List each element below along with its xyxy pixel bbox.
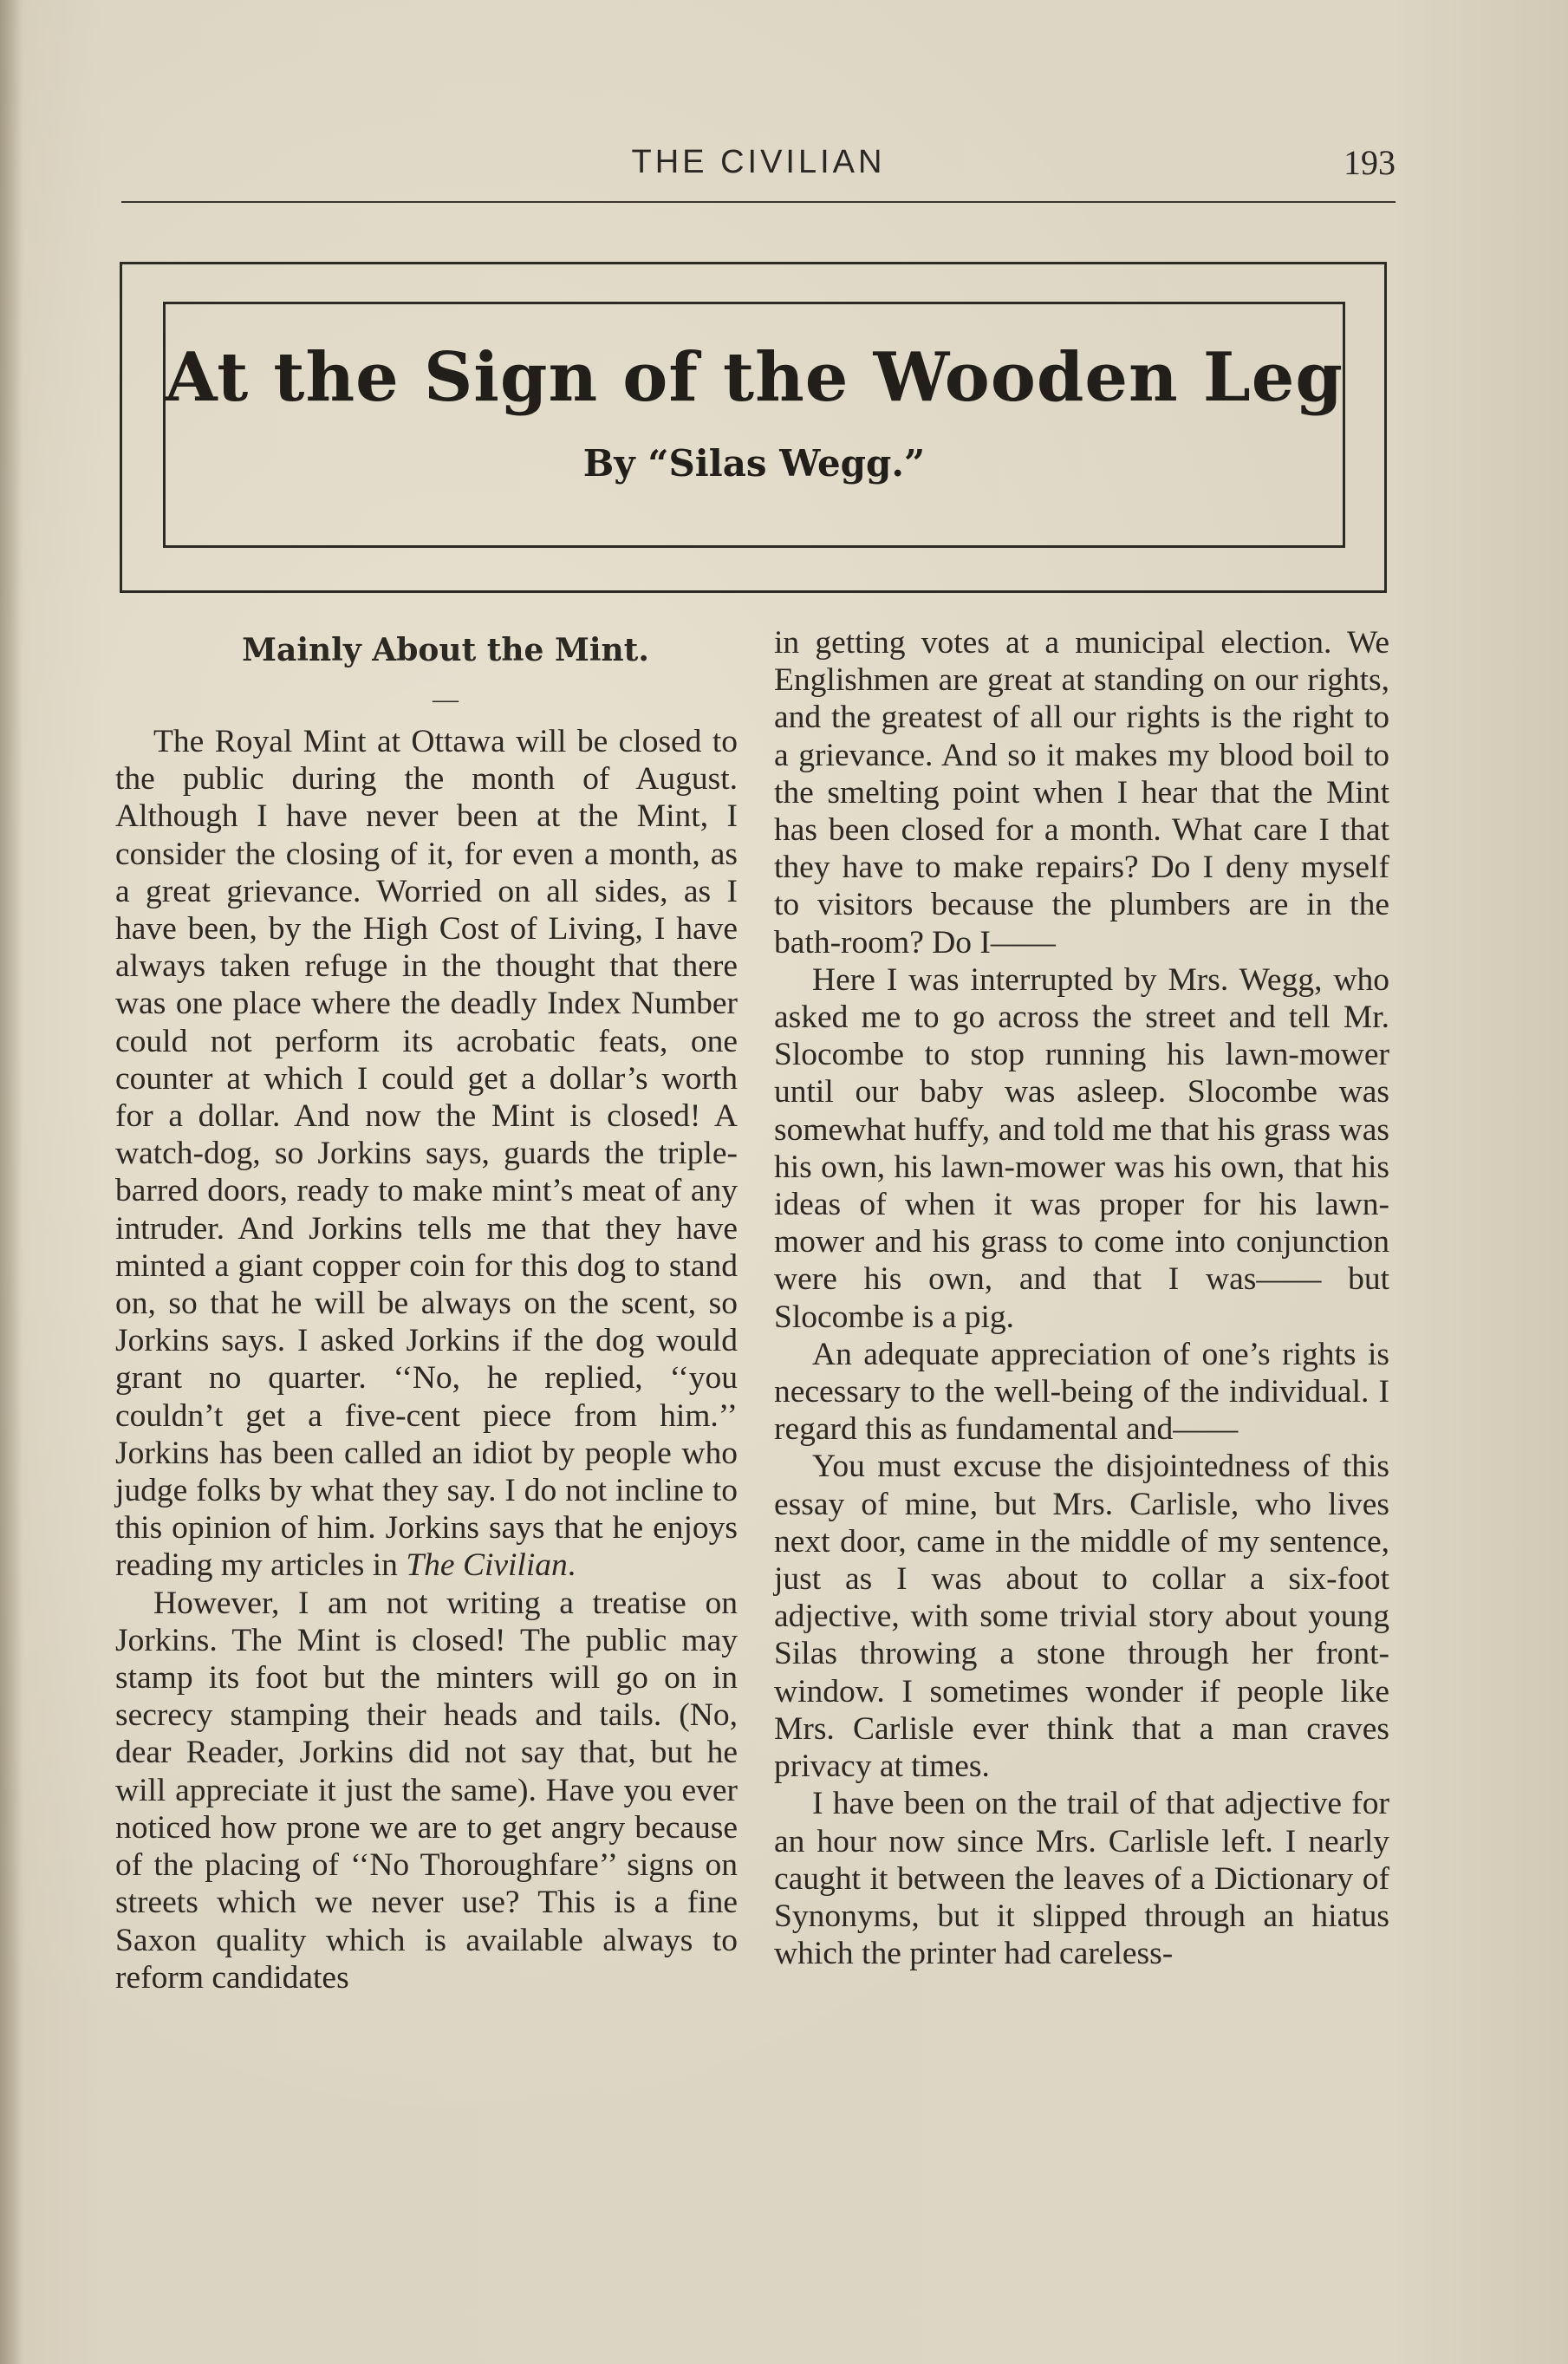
left-column (115, 624, 738, 1996)
paragraph: However, I am not writing a treatise on Jorkins. The Mint is closed! The public may stamp its foot but the minters will go on in secrecy stamping their heads and tails. (No, dear Reader, Jorkins did not say that, but he will appreciate it just the same). Have you ever noticed how prone we are to get angry because of the placing of ‘‘No Thoroughfare’’ signs on streets which we never use? This is a fine Saxon quality which is available always to reform candidates (115, 1585, 738, 1996)
binding-shadow (0, 0, 23, 2364)
header-rule (121, 201, 1396, 203)
magazine-title: THE CIVILIAN (631, 144, 886, 180)
paragraph: You must excuse the disjointedness of this essay of mine, but Mrs. Carlisle, who lives next door, came in the middle of my sentence, just as I was about to collar a six-foot adjective, with some trivial story about young Silas throwing a stone through her front-window. I sometimes wonder if people like Mrs. Carlisle ever think that a man craves privacy at times. (774, 1449, 1389, 1785)
paragraph: I have been on the trail of that adjective for an hour now since Mrs. Carlisle left. I nearly caught it between the leaves of a Dictionary of Synonyms, but it slipped through an hiatus which the printer had careless- (774, 1786, 1389, 1972)
section-heading: Mainly About the Mint. (242, 632, 649, 668)
paragraph-text: The Royal Mint at Ottawa will be closed to the public during the month of August. Although I have never been at the Mint, I consider the closing of it, for even a month, as a great grievance. Worried on all sides, as I have been, by the High Cost of Living, I have always taken refuge in the thought that there was one place where the deadly Index Number could not perform its acrobatic feats, one counter at which I could get a dollar’s worth for a dollar. And now the Mint is closed! A watch-dog, so Jorkins says, guards the triple-barred doors, ready to make mint’s meat of any intruder. And Jorkins tells me that they have minted a giant copper coin for this dog to stand on, so that he will be always on the scent, so Jorkins says. I asked Jorkins if the dog would grant no quarter. ‘‘No, he replied, ‘‘you couldn’t get a five-cent piece from him.’’ Jorkins has been called an idiot by people who judge folks by what they say. I do not incline to this opinion of him. Jorkins says that he enjoys reading my articles in (115, 724, 738, 1584)
paragraph: Here I was interrupted by Mrs. Wegg, who asked me to go across the street and tell Mr. Slocombe to stop running his lawn-mower until our baby was asleep. Slocombe was somewhat huffy, and told me that his grass was his own, his lawn-mower was his own, that his ideas of when it was proper for his lawn-mower and his grass to come into conjunction were his own, and that I was—— but Slocombe is a pig. (774, 961, 1389, 1335)
article-byline: By “Silas Wegg.” (582, 442, 926, 485)
paragraph: An adequate appreciation of one’s rights is necessary to the well-being of the individual. I regard this as fundamental and—— (774, 1336, 1389, 1448)
magazine-reference: The Civilian (406, 1547, 568, 1584)
article-title: At the Sign of the Wooden Leg (165, 338, 1344, 417)
page-number: 193 (1344, 143, 1396, 182)
paragraph (115, 723, 738, 1585)
paragraph-end: . (567, 1547, 576, 1584)
running-header (121, 139, 1396, 191)
section-dash: — (433, 685, 459, 713)
paragraph-continued: in getting votes at a municipal election. We Englishmen are great at standing on our rights, and the greatest of all our rights is the right to a grievance. And so it makes my blood boil to the smelting point when I hear that the Mint has been closed for a month. What care I that they have to make repairs? Do I deny myself to visitors because the plumbers are in the bath-room? Do I—— (774, 625, 1389, 961)
right-column (774, 624, 1389, 1972)
